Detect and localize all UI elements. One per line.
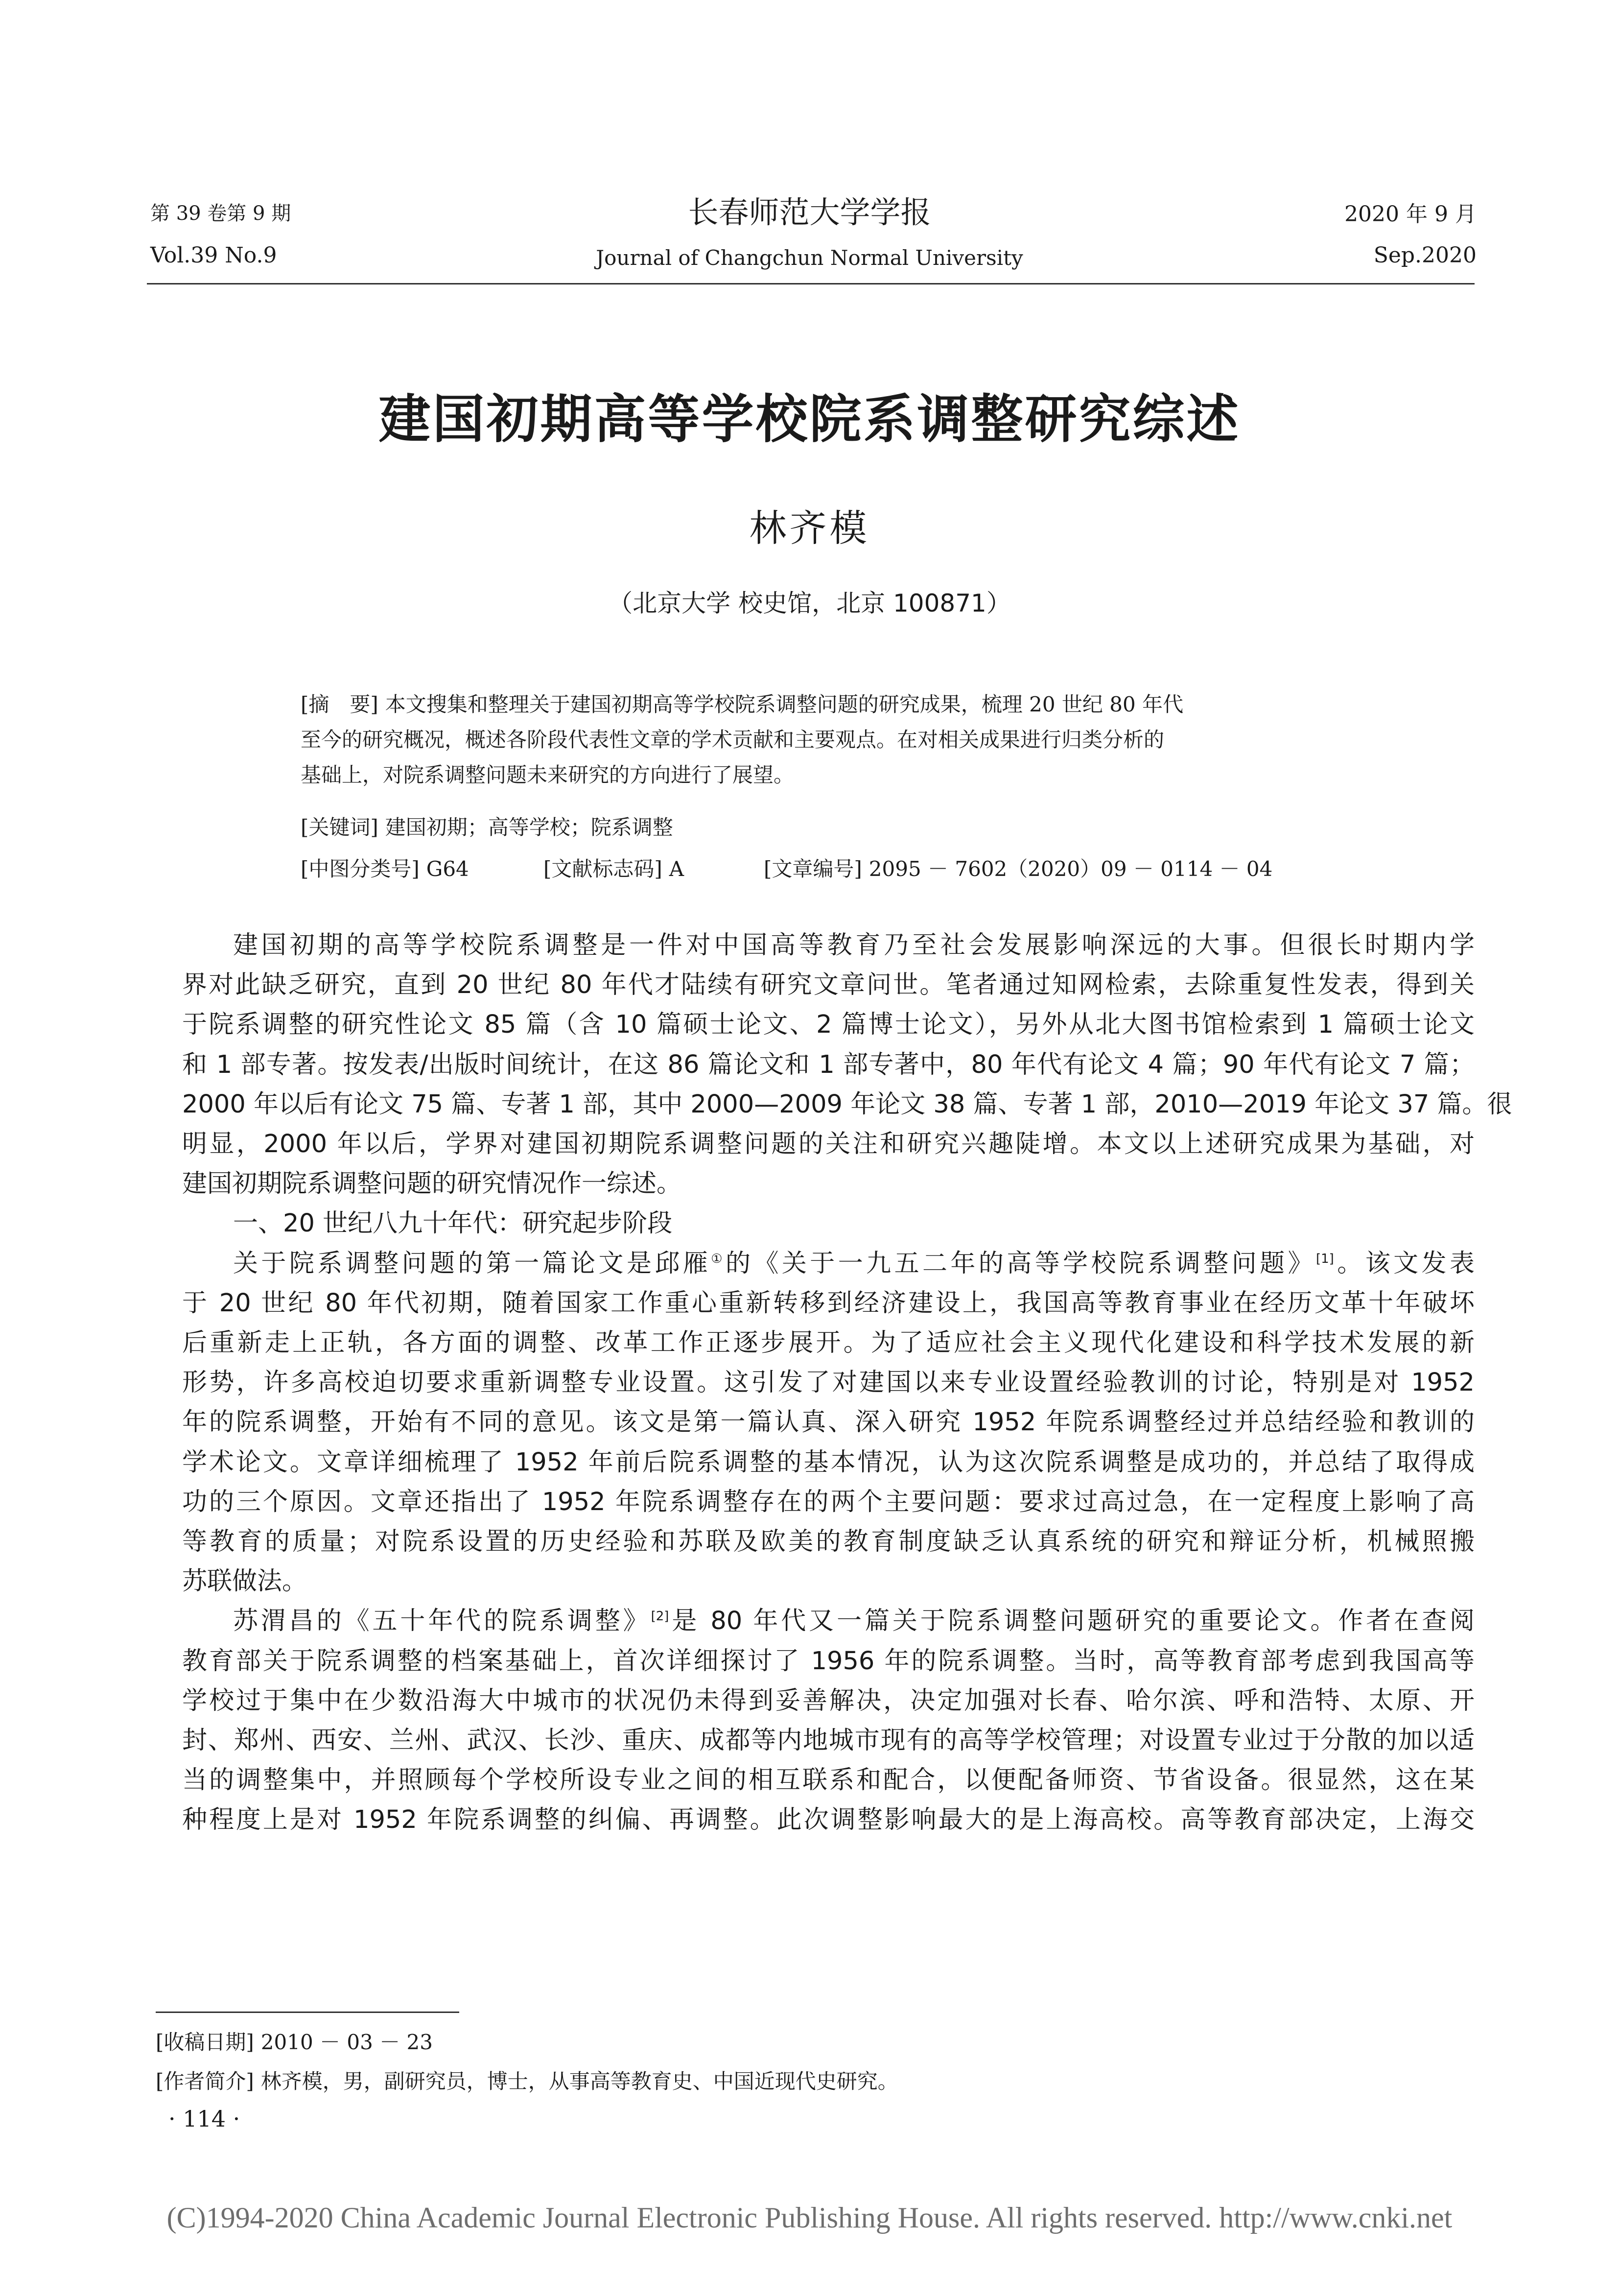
received-date bbox=[156, 2026, 433, 2056]
body-line: 种程度上是对 1952 年院系调整的纠偏、再调整。此次调整影响最大的是上海高校。高等教育部决定，上海交 bbox=[182, 1805, 1475, 1835]
body-line: 封、郑州、西安、兰州、武汉、长沙、重庆、成都等内地城市现有的高等学校管理；对设置专业过于分散的加以适 bbox=[182, 1726, 1475, 1755]
volume-issue-en: Vol.39 No.9 bbox=[150, 243, 277, 268]
keywords bbox=[301, 810, 1338, 845]
received-date-value: 2010 － 03 － 23 bbox=[260, 2030, 433, 2054]
body-line: 界对此缺乏研究，直到 20 世纪 80 年代才陆续有研究文章问世。笔者通过知网检索，去除重复性发表，得到关 bbox=[182, 970, 1475, 1000]
section-heading: 一、20 世纪八九十年代：研究起步阶段 bbox=[233, 1209, 673, 1238]
body-line: 和 1 部专著。按发表/出版时间统计，在这 86 篇论文和 1 部专著中，80 年代有论文 4 篇；90 年代有论文 7 篇； bbox=[182, 1050, 1475, 1079]
author-bio-value: 林齐模，男，副研究员，博士，从事高等教育史、中国近现代史研究。 bbox=[260, 2069, 898, 2093]
body-text-run: 。该文发表 bbox=[1334, 1249, 1475, 1278]
journal-name-cn: 长春师范大学学报 bbox=[688, 194, 931, 230]
body-text-run: 的《关于一九五二年的高等学校院系调整问题》 bbox=[726, 1249, 1316, 1278]
issue-date-en: Sep.2020 bbox=[1373, 243, 1477, 268]
body-line: 建国初期的高等学校院系调整是一件对中国高等教育乃至社会发展影响深远的大事。但很长时期内学 bbox=[233, 931, 1475, 960]
author-bio-label: [作者简介] bbox=[156, 2069, 254, 2093]
article-number-label: [文章编号] bbox=[764, 857, 862, 881]
footnote-divider bbox=[156, 2012, 459, 2013]
article-title: 建国初期高等学校院系调整研究综述 bbox=[378, 389, 1241, 450]
author-affiliation: （北京大学 校史馆，北京 100871） bbox=[608, 589, 1011, 617]
body-line: 等教育的质量；对院系设置的历史经验和苏联及欧美的教育制度缺乏认真系统的研究和辩证分析，机械照搬 bbox=[182, 1527, 1475, 1557]
body-line: 于院系调整的研究性论文 85 篇（含 10 篇硕士论文、2 篇博士论文），另外从北大图书馆检索到 1 篇硕士论文 bbox=[182, 1010, 1475, 1040]
body-line: 于 20 世纪 80 年代初期，随着国家工作重心重新转移到经济建设上，我国高等教育事业在经历文革十年破坏 bbox=[182, 1288, 1475, 1318]
abstract-label: [摘 要] bbox=[301, 692, 378, 716]
author-bio bbox=[156, 2065, 898, 2095]
clc-value: G64 bbox=[426, 857, 469, 881]
document-code bbox=[543, 852, 764, 887]
body-line: 年的院系调整，开始有不同的意见。该文是第一篇认真、深入研究 1952 年院系调整经过并总结经验和教训的 bbox=[182, 1408, 1475, 1437]
body-line: 功的三个原因。文章还指出了 1952 年院系调整存在的两个主要问题：要求过高过急，在一定程度上影响了高 bbox=[182, 1487, 1475, 1516]
citation-ref: [1] bbox=[1316, 1251, 1334, 1266]
body-text-run: 是 80 年代又一篇关于院系调整问题研究的重要论文。作者在查阅 bbox=[669, 1607, 1475, 1636]
keywords-label: [关键词] bbox=[301, 815, 378, 839]
abstract-line: 至今的研究概况，概述各阶段代表性文章的学术贡献和主要观点。在对相关成果进行归类分析的 bbox=[301, 728, 1165, 752]
abstract bbox=[301, 687, 1338, 793]
body-line: 建国初期院系调整问题的研究情况作一综述。 bbox=[182, 1169, 682, 1199]
body-line: 当的调整集中，并照顾每个学校所设专业之间的相互联系和配合，以便配备师资、节省设备。很显然，这在某 bbox=[182, 1766, 1475, 1795]
citation-ref: [2] bbox=[651, 1609, 669, 1624]
received-date-label: [收稿日期] bbox=[156, 2030, 254, 2054]
classification bbox=[301, 852, 1338, 887]
abstract-line bbox=[301, 687, 1338, 722]
page-number: · 114 · bbox=[168, 2106, 240, 2132]
body-line: 明显，2000 年以后，学界对建国初期院系调整问题的关注和研究兴趣陡增。本文以上述研究成果为基础，对 bbox=[182, 1130, 1475, 1159]
body-text-run: 苏渭昌的《五十年代的院系调整》 bbox=[233, 1607, 651, 1636]
abstract-line: 基础上，对院系调整问题未来研究的方向进行了展望。 bbox=[301, 763, 795, 787]
footnote-ref: ① bbox=[711, 1251, 726, 1266]
article-author: 林齐模 bbox=[749, 506, 870, 550]
body-line: 学术论文。文章详细梳理了 1952 年前后院系调整的基本情况，认为这次院系调整是成功的，并总结了取得成 bbox=[182, 1447, 1475, 1477]
body-line bbox=[182, 1601, 1475, 1641]
clc-number bbox=[301, 852, 543, 887]
body-line: 后重新走上正轨，各方面的调整、改革工作正逐步展开。为了适应社会主义现代化建设和科学技术发展的新 bbox=[182, 1328, 1475, 1358]
article-number bbox=[764, 852, 1272, 887]
body-line: 2000 年以后有论文 75 篇、专著 1 部，其中 2000—2009 年论文 38 篇、专著 1 部，2010—2019 年论文 37 篇。很 bbox=[182, 1089, 1512, 1119]
body-line: 形势，许多高校迫切要求重新调整专业设置。这引发了对建国以来专业设置经验教训的讨论，特别是对 1952 bbox=[182, 1368, 1475, 1397]
article-number-value: 2095 － 7602（2020）09 － 0114 － 04 bbox=[868, 857, 1273, 881]
volume-issue-cn: 第 39 卷第 9 期 bbox=[150, 202, 291, 225]
body-line: 苏联做法。 bbox=[182, 1567, 307, 1596]
article-body bbox=[182, 925, 1512, 1840]
body-line: 学校过于集中在少数沿海大中城市的状况仍未得到妥善解决，决定加强对长春、哈尔滨、呼和浩特、太原、开 bbox=[182, 1686, 1475, 1715]
abstract-text: 本文搜集和整理关于建国初期高等学校院系调整问题的研究成果，梳理 20 世纪 80 年代 bbox=[385, 692, 1184, 716]
body-line bbox=[182, 1244, 1475, 1283]
keywords-text: 建国初期；高等学校；院系调整 bbox=[385, 815, 673, 839]
body-line: 教育部关于院系调整的档案基础上，首次详细探讨了 1956 年的院系调整。当时，高等教育部考虑到我国高等 bbox=[182, 1646, 1475, 1676]
body-text-run: 关于院系调整问题的第一篇论文是邱雁 bbox=[233, 1249, 711, 1278]
copyright-notice: (C)1994-2020 China Academic Journal Electronic Publishing House. All rights reserved. http://www.cnki.net bbox=[166, 2201, 1453, 2234]
header-divider bbox=[147, 283, 1475, 284]
clc-label: [中图分类号] bbox=[301, 857, 420, 881]
document-code-label: [文献标志码] bbox=[543, 857, 662, 881]
issue-date-cn: 2020 年 9 月 bbox=[1344, 202, 1477, 227]
journal-name-en: Journal of Changchun Normal University bbox=[596, 246, 1023, 270]
document-code-value: A bbox=[669, 857, 684, 881]
